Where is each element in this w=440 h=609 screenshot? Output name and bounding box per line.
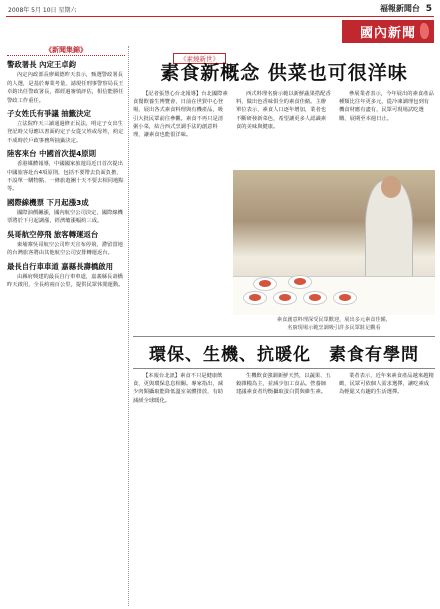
dish-image xyxy=(303,291,327,305)
digest-headline: 陸客來台 中國首次提4原則 xyxy=(7,149,97,159)
story-paragraph: 生機飲食強調新鮮天然，以蔬果、五穀雜糧為主，並減少加工食品。營養師建議素食者均衡攝取蛋白質與維生素。 xyxy=(236,373,331,396)
digest-item xyxy=(7,60,125,105)
digest-item xyxy=(7,149,125,194)
page-number: 5 xyxy=(425,4,432,14)
section-rule xyxy=(133,368,435,369)
dish-image xyxy=(273,291,297,305)
story-tag: 《素燒新世》 xyxy=(173,53,226,64)
dish-image xyxy=(253,277,277,291)
digest-text: 香港媒體報導，中國國家旅遊局近日首次提出中國旅客赴台4項原則，包括不要帶去負面負擔，不設單一購物點、一條旅遊團十天不要去相同地點等。 xyxy=(7,161,124,193)
section-banner xyxy=(342,20,434,43)
digest-title: 《新聞集錦》 xyxy=(7,46,125,56)
story-paragraph: 業者表示，近年來素食產品越來越精緻，民眾可依個人需求選擇，讓吃素成為輕鬆又有趣的生活選擇。 xyxy=(339,373,434,396)
chef-head xyxy=(381,176,401,198)
chef-food-photo xyxy=(233,170,435,315)
digest-headline: 警政署長 內定王卓鈞 xyxy=(7,60,77,70)
news-digest-column xyxy=(7,46,125,289)
dish-image xyxy=(243,291,267,305)
dish-image xyxy=(288,275,312,289)
digest-text: 柬埔寨吳哥航空公司昨天宣布停飛，滯留當地的台灣旅客將由其他航空公司安排轉運返台。 xyxy=(7,241,123,257)
digest-item xyxy=(7,109,125,145)
main-headline: 素食新概念 供菜也可很洋味 xyxy=(160,62,408,84)
digest-headline: 最長自行車車道 嘉縣長壽橋啟用 xyxy=(7,261,114,271)
digest-text: 立法院昨天三讀通過修正民法，明定子女出生登記時父母應以書面約定子女從父姓或母姓，約定不成時於戶政事務所抽籤決定。 xyxy=(7,121,124,144)
digest-item xyxy=(7,262,125,290)
digest-text: 由縣府興建的最長自行車車道，嘉義縣長壽橋昨天啟用，全長約兩百公里，提供民眾休閒運動。 xyxy=(7,273,124,288)
caption-line: 名廚現場示範烹調吸引許多民眾駐足觀看 xyxy=(287,324,381,331)
dish-image xyxy=(333,291,357,305)
section-name: 福報新聞台 xyxy=(379,4,420,13)
digest-headline: 子女姓氏有爭議 抽籤決定 xyxy=(7,109,91,119)
second-headline: 環保、生機、抗暖化 素食有學問 xyxy=(149,345,419,365)
story-paragraph: 【記者張慧心台北報導】台北國際素食餐飲養生博覽會，日前在世貿中心登場，展出各式素食料理與有機產品，吸引大批民眾前往參觀。素食不再只是清粥小菜，結合西式烹調手法的創意料理，讓素食也能很洋味。 xyxy=(133,91,228,139)
issue-date: 2008年 5月 10日 星期六 xyxy=(8,7,77,14)
story-column xyxy=(133,372,228,405)
digest-item xyxy=(7,230,125,258)
digest-headline: 吳哥航空停飛 旅客轉運返台 xyxy=(7,229,99,239)
digest-headline: 國際線機票 下月起漲3成 xyxy=(7,197,89,207)
newspaper-header xyxy=(380,3,432,14)
main-story-area xyxy=(133,46,435,404)
photo-caption xyxy=(233,317,435,332)
caption-line: 素食創意料理深受民眾歡迎，展出多元素食佳餚， xyxy=(276,317,392,323)
digest-text: 國際油價飆漲，國內航空公司決定，國際線機票將於下月起調漲，經濟艙漲幅約三成。 xyxy=(7,209,123,225)
story-paragraph: 【本報台北訊】素食不只是健康飲食，更與環保息息相關。專家指出，減少肉類攝取能降低溫室氣體排放，有助減緩全球暖化。 xyxy=(133,373,224,404)
taiwan-map-icon xyxy=(420,23,429,39)
story-column xyxy=(339,372,434,397)
banner-label: 國內新聞 xyxy=(359,26,416,41)
story-column xyxy=(236,372,331,397)
story-paragraph: 西式料理名廚示範以新鮮蔬果搭配香料，做出色香味俱全的素食佳餚。主辦單位表示，素食人口逐年增加，業者也不斷研發新菜色，希望讓更多人認識素食的美味與健康。 xyxy=(236,91,331,130)
digest-item xyxy=(7,198,125,226)
column-divider xyxy=(128,46,129,606)
story-paragraph: 參展業者表示，今年展出的素食產品種類比往年更多元，從冷凍調理包到有機食材應有盡有，民眾可現場試吃選購，展期至本週日止。 xyxy=(339,91,434,122)
section-rule xyxy=(133,336,435,337)
story-column xyxy=(133,90,228,139)
header-rule xyxy=(6,16,434,17)
digest-text: 內定內政部長廖風德昨天表示，甄選警政署長的人選，是基於專業考量，請現任刑事警察局長王卓鈞出任警政署長，都經過審慎評估，相信能勝任警政工作重任。 xyxy=(7,72,124,104)
